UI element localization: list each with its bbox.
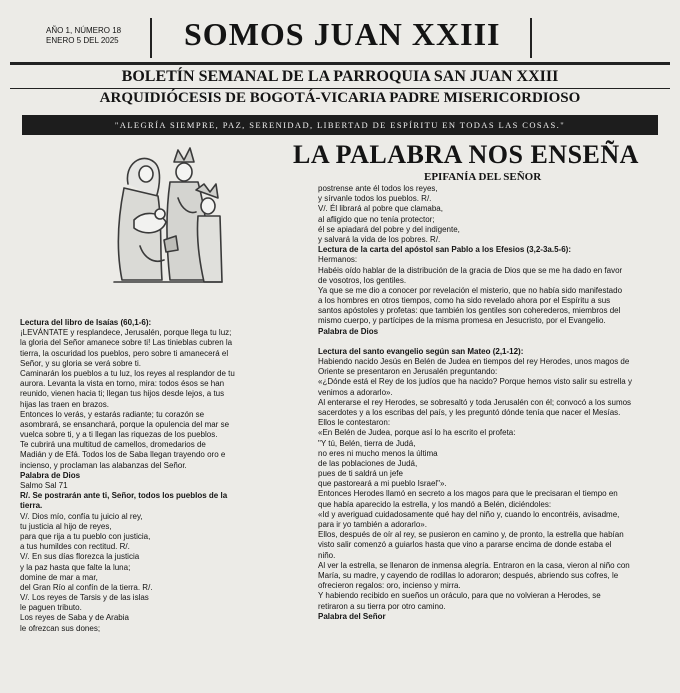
text-line: Salmo Sal 71	[20, 481, 68, 490]
text-line: "Y tú, Belén, tierra de Judá,	[318, 438, 416, 448]
issue-number: AÑO 1, NÚMERO 18	[46, 26, 122, 35]
text-line: ofrecieron regalos: oro, incienso y mirra.	[318, 581, 461, 591]
reading-heading: Lectura del santo evangelio según san Mateo (2,1-12):	[318, 346, 524, 356]
text-line: Habiendo nacido Jesús en Belén de Judea en tiempos del rey Herodes, unos magos de	[318, 357, 630, 366]
text-line: la gloria del Señor amanece sobre ti! Las tinieblas cubren la	[20, 338, 233, 348]
text-line: asombrará, se ensanchará, porque la opulencia del mar se	[20, 419, 230, 429]
text-line: le ofrezcan sus dones;	[20, 623, 101, 633]
text-line: retiraron a su tierra por otro camino.	[318, 601, 446, 611]
masthead-divider-left	[150, 18, 152, 58]
text-line: ¡LEVÁNTATE y resplandece, Jerusalén, porque llega tu luz;	[20, 328, 232, 338]
text-line: venimos a adorarlo».	[318, 387, 393, 397]
right-column-readings	[318, 184, 632, 622]
text-line: de las poblaciones de Judá,	[318, 458, 418, 468]
text-line: V/. Dios mío, confía tu juicio al rey,	[20, 511, 143, 521]
text-line: Ellos, después de oír al rey, se pusieron en camino y, de pronto, la estrella que habían	[318, 530, 624, 540]
text-line: Caminarán los pueblos a tu luz, los reyes al resplandor de tu	[20, 368, 235, 378]
issue-date: ENERO 5 DEL 2025	[46, 36, 119, 45]
text-line: Entonces lo verás, y estarás radiante; tu corazón se	[20, 409, 205, 419]
text-line: que había aparecido la estrella, y los mandó a Belén, diciéndoles:	[318, 499, 552, 509]
section-title: LA PALABRA NOS ENSEÑA	[293, 140, 639, 169]
text-line: él se apiadará del pobre y del indigente,	[318, 224, 460, 234]
text-line: tu justicia al hijo de reyes,	[20, 521, 112, 531]
text-line: Te cubrirá una multitud de camellos, dromedarios de	[20, 440, 206, 450]
archdiocese-line: ARQUIDIÓCESIS DE BOGOTÁ-VICARIA PADRE MISERICORDIOSO	[99, 90, 581, 106]
text-line: hijas las traen en brazos.	[20, 399, 109, 409]
text-line: para ir yo también a adorarlo».	[318, 520, 427, 529]
text-line: y sírvanle todos los pueblos. R/.	[318, 194, 432, 204]
text-line: Al ver la estrella, se llenaron de inmensa alegría. Entraron en la casa, vieron al niño con	[318, 560, 630, 570]
text-line: Habéis oído hablar de la distribución de la gracia de Dios que se me ha dado en favor	[318, 265, 623, 275]
text-line: Al enterarse el rey Herodes, se sobresaltó y toda Jerusalén con él; convocó a los sumos	[318, 397, 632, 407]
text-line: Los reyes de Saba y de Arabia	[20, 613, 129, 623]
masthead-divider-right	[530, 18, 532, 58]
reading-heading: Palabra de Dios	[318, 326, 379, 336]
text-line: que pastoreará a mi pueblo Israel"».	[318, 479, 447, 489]
text-line: «Id y averiguad cuidadosamente qué hay del niño y, cuando lo encontréis, avisadme,	[318, 509, 620, 519]
text-line: al afligido que no tenía protector;	[318, 214, 435, 224]
reading-heading: Palabra de Dios	[20, 470, 81, 480]
reading-heading: tierra.	[20, 501, 43, 511]
text-line: vuelca sobre ti, y a ti llegan las riquezas de los pueblos.	[20, 430, 218, 440]
masthead-title: SOMOS JUAN XXIII	[184, 16, 501, 52]
text-line: Ya que se me dio a conocer por revelación el misterio, que no había sido manifestado	[318, 285, 623, 295]
text-line: tierra, la oscuridad los pueblos, pero sobre ti amanecerá el	[20, 348, 229, 358]
reading-heading: R/. Se postrarán ante ti, Señor, todos los pueblos de la	[20, 491, 228, 501]
text-line: para que rija a tu pueblo con justicia,	[20, 531, 151, 541]
text-line: Señor, y su gloria se verá sobre ti.	[20, 358, 141, 368]
text-line: María, su madre, y cayendo de rodillas lo adoraron; después, abriendo sus cofres, le	[318, 570, 619, 580]
text-line: V/. Él librará al pobre que clamaba,	[318, 204, 443, 214]
epiphany-illustration-image	[104, 140, 224, 290]
text-line: Madián y de Efá. Todos los de Saba llegan trayendo oro e	[20, 450, 226, 460]
text-line: Hermanos:	[318, 255, 358, 265]
text-line: visto salir comenzó a guiarlos hasta que vino a pararse encima de donde estaba el	[318, 540, 612, 550]
left-column-readings	[20, 318, 235, 634]
text-line: aurora. Levanta la vista en torno, mira: todos ésos se han	[20, 379, 225, 389]
motto-banner: "ALEGRÍA SIEMPRE, PAZ, SERENIDAD, LIBERTAD DE ESPÍRITU EN TODAS LAS COSAS."	[22, 115, 658, 135]
section-subtitle: EPIFANÍA DEL SEÑOR	[424, 171, 542, 183]
paragraph-gap	[318, 337, 632, 347]
text-line: reunido, vienen hacia ti; llegan tus hijos desde lejos, a tus	[20, 389, 225, 399]
text-line: no eres ni mucho menos la última	[318, 448, 438, 458]
text-line: a tus humildes con rectitud. R/.	[20, 542, 130, 552]
text-line: «¿Dónde está el Rey de los judíos que ha nacido? Porque hemos visto salir su estrella y	[318, 377, 632, 387]
text-line: Oriente se presentaron en Jerusalén preguntando:	[318, 367, 498, 377]
reading-heading: Lectura del libro de Isaías (60,1-6):	[20, 318, 152, 327]
text-line: incienso, y proclaman las alabanzas del Señor.	[20, 460, 187, 470]
text-line: V/. En sus días florezca la justicia	[20, 552, 140, 562]
header-rule-top	[10, 62, 670, 65]
text-line: sacerdotes y a los escribas del país, y les preguntó dónde tenía que nacer el Mesías.	[318, 407, 621, 417]
text-line: niño.	[318, 550, 336, 560]
text-line: de vosotros, los gentiles.	[318, 275, 407, 285]
text-line: V/. Los reyes de Tarsis y de las islas	[20, 593, 149, 603]
text-line: «En Belén de Judea, porque así lo ha escrito el profeta:	[318, 428, 516, 438]
text-line: a los hombres en otros tiempos, como ha sido revelado ahora por el Espíritu a sus	[318, 296, 611, 306]
header-rule-middle	[10, 88, 670, 89]
text-line: Ellos le contestaron:	[318, 418, 391, 428]
text-line: pues de ti saldrá un jefe	[318, 469, 403, 479]
text-line: y la paz hasta que falte la luna;	[20, 562, 131, 572]
text-line: Y habiendo recibido en sueños un oráculo, para que no volvieran a Herodes, se	[318, 591, 601, 601]
text-line: domine de mar a mar,	[20, 572, 98, 582]
text-line: mismo cuerpo, y partícipes de la misma promesa en Jesucristo, por el Evangelio.	[318, 316, 606, 326]
text-line: y salvará la vida de los pobres. R/.	[318, 234, 441, 244]
bulletin-subtitle: BOLETÍN SEMANAL DE LA PARROQUIA SAN JUAN XXIII	[121, 68, 559, 85]
reading-heading: Palabra del Señor	[318, 611, 386, 621]
text-line: del Gran Río al confín de la tierra. R/.	[20, 582, 153, 592]
text-line: Entonces Herodes llamó en secreto a los magos para que le precisaran el tiempo en	[318, 489, 618, 499]
text-line: santos apóstoles y profetas: que también los gentiles son coherederos, miembros del	[318, 306, 621, 316]
reading-heading: Lectura de la carta del apóstol san Pablo a los Efesios (3,2-3a.5-6):	[318, 245, 571, 255]
issue-info	[46, 26, 121, 46]
text-line: le paguen tributo.	[20, 603, 82, 613]
text-line: postrense ante él todos los reyes,	[318, 184, 438, 193]
